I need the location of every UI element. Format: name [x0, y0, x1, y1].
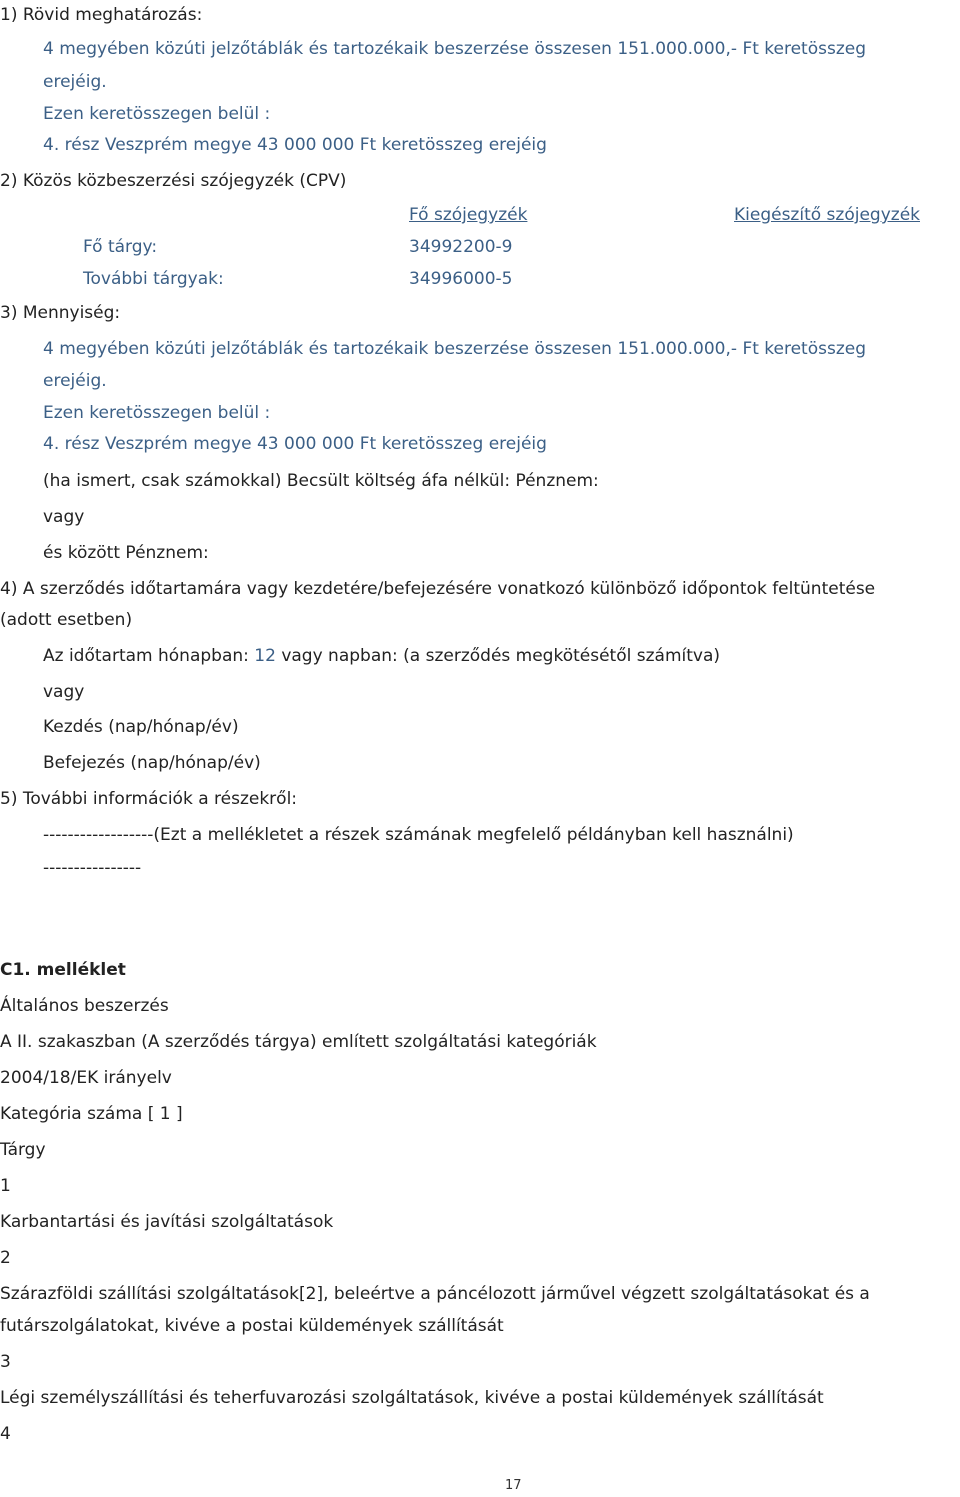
- section-3-heading: 3) Mennyiség:: [0, 303, 121, 323]
- s1-line-1: 4 megyében közúti jelzőtáblák és tartozékaik beszerzése összesen 151.000.000,- Ft keretösszeg: [43, 39, 867, 59]
- s1-line-4: 4. rész Veszprém megye 43 000 000 Ft keretösszeg erejéig: [43, 135, 547, 155]
- cpv-additional-subjects-label: További tárgyak:: [83, 269, 224, 289]
- cpv-extra-column-header: Kiegészítő szójegyzék: [734, 205, 920, 225]
- cpv-additional-subjects-code: 34996000-5: [409, 269, 513, 289]
- s3-or: vagy: [43, 507, 85, 527]
- section-1-heading: 1) Rövid meghatározás:: [0, 5, 203, 25]
- s3-line-2: erejéig.: [43, 371, 107, 391]
- s1-line-2: erejéig.: [43, 72, 107, 92]
- s4-duration-suffix: vagy napban: (a szerződés megkötésétől számítva): [281, 646, 721, 666]
- s3-range-currency: és között Pénznem:: [43, 543, 209, 563]
- annex-line-2: A II. szakaszban (A szerződés tárgya) említett szolgáltatási kategóriák: [0, 1032, 597, 1052]
- s4-duration-months-value: 12: [254, 646, 276, 666]
- s5-note: ------------------(Ezt a mellékletet a részek számának megfelelő példányban kell használni): [43, 825, 794, 845]
- s3-line-1: 4 megyében közúti jelzőtáblák és tartozékaik beszerzése összesen 151.000.000,- Ft keretösszeg: [43, 339, 867, 359]
- cpv-main-subject-code: 34992200-9: [409, 237, 513, 257]
- s4-duration-prefix: Az időtartam hónapban:: [43, 646, 249, 666]
- category-number-3: 3: [0, 1352, 11, 1372]
- page-number: 17: [505, 1478, 522, 1493]
- category-number-4: 4: [0, 1424, 11, 1444]
- s3-line-4: 4. rész Veszprém megye 43 000 000 Ft keretösszeg erejéig: [43, 434, 547, 454]
- annex-category-number: Kategória száma [ 1 ]: [0, 1104, 183, 1124]
- category-text-2a: Szárazföldi szállítási szolgáltatások[2], beleértve a páncélozott járművel végzett szolgáltatásokat és a: [0, 1284, 870, 1304]
- category-number-1: 1: [0, 1176, 11, 1196]
- s4-start-date: Kezdés (nap/hónap/év): [43, 717, 239, 737]
- category-number-2: 2: [0, 1248, 11, 1268]
- annex-title: C1. melléklet: [0, 960, 126, 980]
- section-5-heading: 5) További információk a részekről:: [0, 789, 298, 809]
- s3-line-3: Ezen keretösszegen belül :: [43, 403, 271, 423]
- category-text-1: Karbantartási és javítási szolgáltatások: [0, 1212, 334, 1232]
- annex-line-1: Általános beszerzés: [0, 996, 169, 1016]
- s4-or: vagy: [43, 682, 85, 702]
- s5-dashes: ----------------: [43, 858, 142, 878]
- annex-line-3: 2004/18/EK irányelv: [0, 1068, 172, 1088]
- s4-duration: [43, 645, 720, 667]
- cpv-main-subject-label: Fő tárgy:: [83, 237, 158, 257]
- s1-line-3: Ezen keretösszegen belül :: [43, 104, 271, 124]
- category-text-2b: futárszolgálatokat, kivéve a postai küldemények szállítását: [0, 1316, 504, 1336]
- section-2-heading: 2) Közös közbeszerzési szójegyzék (CPV): [0, 171, 347, 191]
- s4-end-date: Befejezés (nap/hónap/év): [43, 753, 261, 773]
- section-4-heading: 4) A szerződés időtartamára vagy kezdetére/befejezésére vonatkozó különböző időpontok feltüntetése: [0, 579, 876, 599]
- s3-estimated-cost: (ha ismert, csak számokkal) Becsült költség áfa nélkül: Pénznem:: [43, 471, 599, 491]
- category-text-3: Légi személyszállítási és teherfuvarozási szolgáltatások, kivéve a postai küldemények szállítását: [0, 1388, 824, 1408]
- cpv-main-column-header: Fő szójegyzék: [409, 205, 528, 225]
- annex-subject-header: Tárgy: [0, 1140, 46, 1160]
- section-4-heading-cont: (adott esetben): [0, 610, 133, 630]
